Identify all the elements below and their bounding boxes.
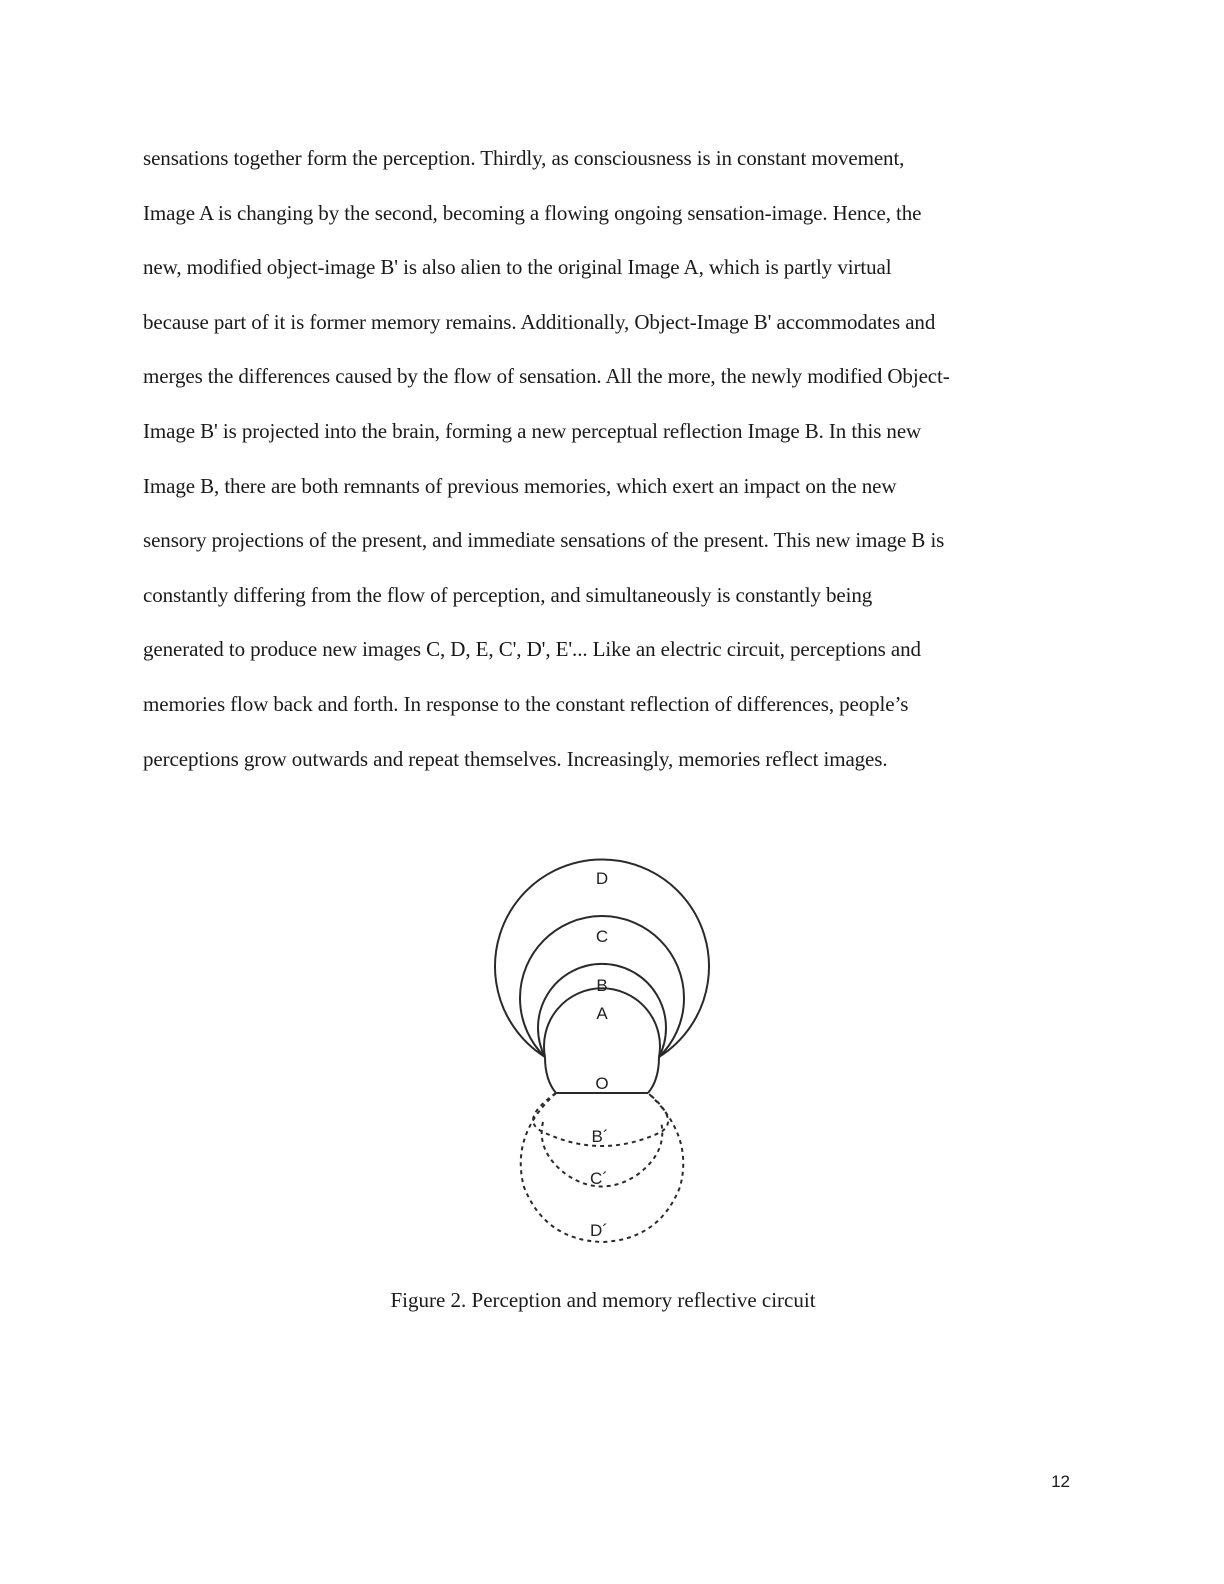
paragraph-line-5: merges the differences caused by the flow of sensation. All the more, the newly modified Object- — [143, 364, 950, 388]
paragraph-line-12: perceptions grow outwards and repeat themselves. Increasingly, memories reflect images. — [143, 747, 888, 771]
paragraph-line-10: generated to produce new images C, D, E, C', D', E'... Like an electric circuit, perceptions and — [143, 637, 921, 661]
paragraph-line-3: new, modified object-image B' is also alien to the original Image A, which is partly virtual — [143, 255, 892, 279]
paragraph-line-4: because part of it is former memory remains. Additionally, Object-Image B' accommodates and — [143, 310, 936, 334]
paragraph-line-9: constantly differing from the flow of perception, and simultaneously is constantly being — [143, 583, 873, 607]
arc-d — [495, 859, 709, 1057]
paragraph-line-11: memories flow back and forth. In response to the constant reflection of differences, people’s — [143, 692, 909, 716]
arc-d-prime — [521, 1093, 684, 1242]
page-number: 12 — [1051, 1472, 1070, 1491]
label-c-prime: C´ — [590, 1169, 608, 1188]
perception-memory-circuit-diagram — [480, 850, 730, 1250]
label-d: D — [595, 869, 609, 888]
label-b: B — [596, 976, 608, 995]
paragraph-line-6: Image B' is projected into the brain, forming a new perceptual reflection Image B. In this new — [143, 419, 922, 443]
paragraph-line-2: Image A is changing by the second, becoming a flowing ongoing sensation-image. Hence, the — [143, 201, 922, 225]
paragraph-line-7: Image B, there are both remnants of previous memories, which exert an impact on the new — [143, 474, 897, 498]
label-a: A — [596, 1004, 608, 1023]
label-d-prime: D´ — [590, 1221, 608, 1240]
paragraph-line-1: sensations together form the perception. Thirdly, as consciousness is in constant movement, — [143, 146, 905, 170]
paragraph-line-8: sensory projections of the present, and immediate sensations of the present. This new image B is — [143, 528, 945, 552]
figure-caption: Figure 2. Perception and memory reflective circuit — [390, 1288, 816, 1312]
label-b-prime: B´ — [591, 1127, 609, 1146]
label-o: O — [595, 1074, 609, 1093]
stem-right — [648, 1057, 659, 1093]
label-c: C — [595, 927, 609, 946]
stem-left — [545, 1057, 556, 1093]
